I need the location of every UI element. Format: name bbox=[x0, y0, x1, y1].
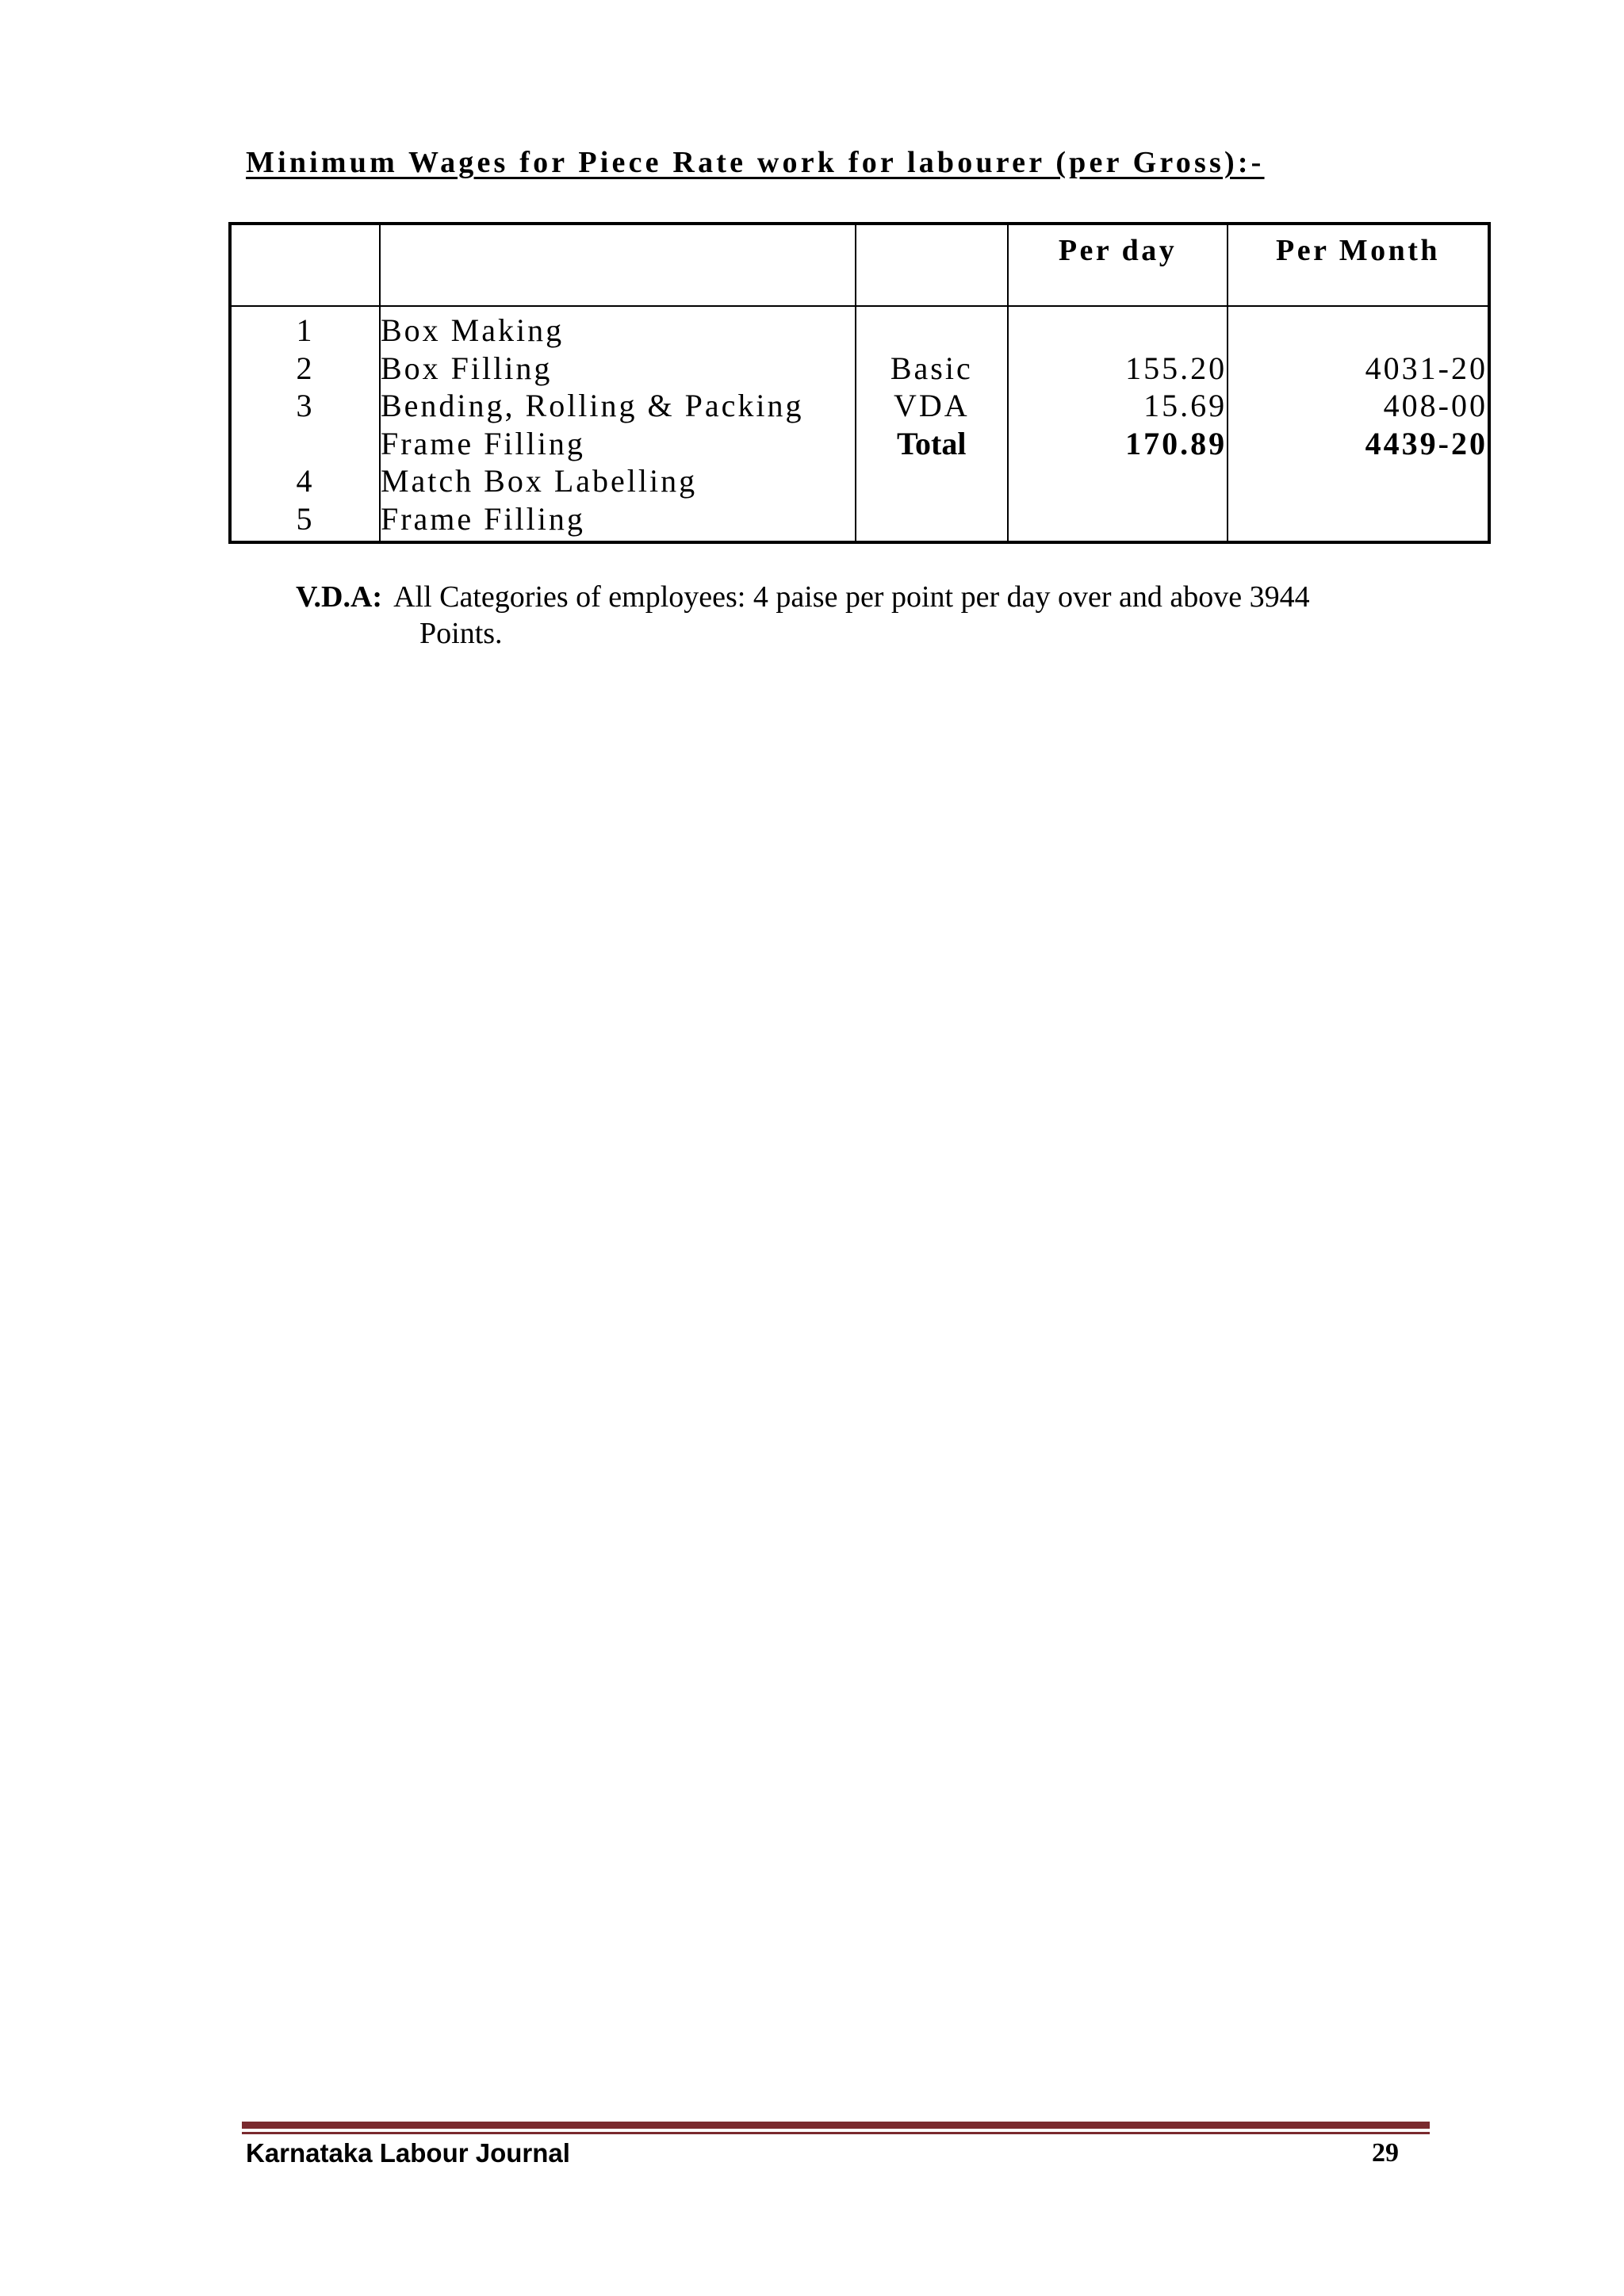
category-name: Frame Filling bbox=[380, 425, 585, 461]
header-per-day: Per day bbox=[1008, 224, 1228, 306]
per-month-value bbox=[1228, 312, 1488, 350]
component-label bbox=[856, 500, 1007, 538]
component-label: VDA bbox=[893, 388, 970, 423]
per-day-column bbox=[1008, 306, 1228, 542]
serial-number bbox=[232, 425, 379, 463]
header-per-month: Per Month bbox=[1228, 224, 1489, 306]
per-month-value: 4031-20 bbox=[1365, 350, 1488, 386]
vda-text: All Categories of employees: 4 paise per point per day over and above 3944 bbox=[393, 580, 1310, 614]
wages-table bbox=[228, 222, 1491, 544]
per-month-total: 4439-20 bbox=[1365, 425, 1488, 461]
component-total-label: Total bbox=[897, 425, 967, 461]
per-month-value bbox=[1228, 462, 1488, 500]
serial-number: 3 bbox=[296, 388, 315, 423]
component-column bbox=[856, 306, 1008, 542]
per-month-value bbox=[1228, 500, 1488, 538]
category-column bbox=[380, 306, 856, 542]
serial-number: 4 bbox=[296, 463, 315, 499]
vda-continuation: Points. bbox=[419, 617, 503, 650]
per-month-column bbox=[1228, 306, 1489, 542]
per-day-value bbox=[1009, 462, 1227, 500]
header-serial bbox=[230, 224, 380, 306]
header-component bbox=[856, 224, 1008, 306]
category-name: Bending, Rolling & Packing bbox=[380, 388, 804, 423]
serial-number-column bbox=[230, 306, 380, 542]
page-heading: Minimum Wages for Piece Rate work for labourer (per Gross):- bbox=[246, 146, 1265, 179]
table-row bbox=[230, 306, 1489, 542]
component-label bbox=[856, 462, 1007, 500]
per-day-total: 170.89 bbox=[1125, 425, 1228, 461]
serial-number: 5 bbox=[296, 500, 315, 537]
per-day-value bbox=[1009, 312, 1227, 350]
footer-rule bbox=[242, 2122, 1430, 2134]
component-label bbox=[856, 312, 1007, 350]
per-month-value: 408-00 bbox=[1383, 388, 1488, 423]
per-day-value bbox=[1009, 500, 1227, 538]
vda-note bbox=[296, 579, 1310, 652]
header-category bbox=[380, 224, 856, 306]
serial-number: 1 bbox=[296, 312, 315, 348]
footer-journal-name: Karnataka Labour Journal bbox=[246, 2138, 570, 2168]
table-header-row bbox=[230, 224, 1489, 306]
category-name: Frame Filling bbox=[380, 500, 585, 537]
footer-page-number: 29 bbox=[1372, 2138, 1399, 2168]
per-day-value: 155.20 bbox=[1125, 350, 1228, 386]
category-name: Match Box Labelling bbox=[380, 463, 698, 499]
vda-label: V.D.A: bbox=[296, 580, 383, 614]
category-name: Box Filling bbox=[380, 350, 553, 386]
category-name: Box Making bbox=[380, 312, 565, 348]
per-day-value: 15.69 bbox=[1143, 388, 1228, 423]
component-label: Basic bbox=[890, 350, 973, 386]
serial-number: 2 bbox=[296, 350, 315, 386]
